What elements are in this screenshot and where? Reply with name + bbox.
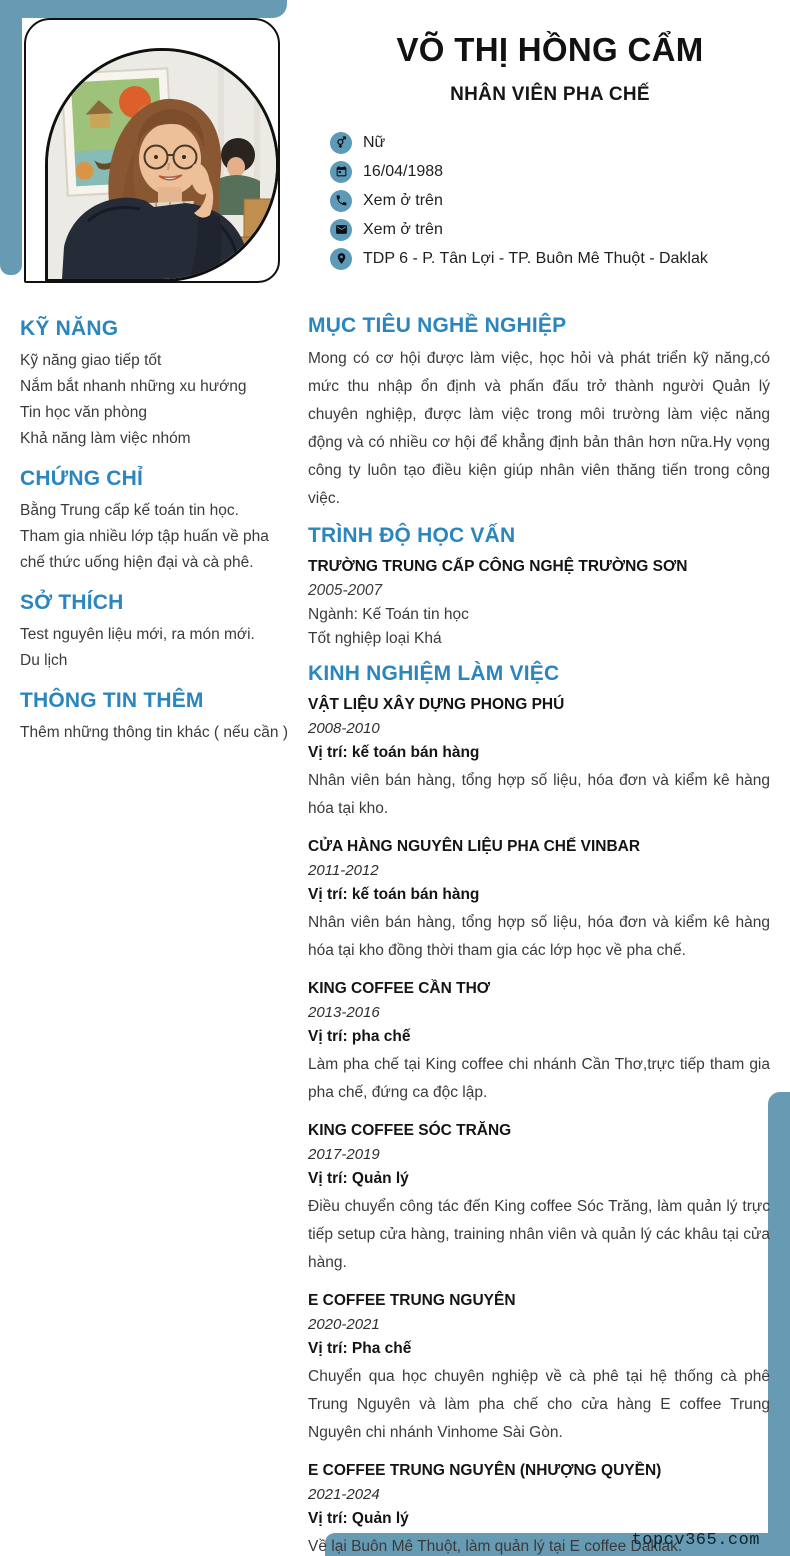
section-additional-info bbox=[20, 688, 296, 746]
header bbox=[330, 28, 770, 273]
sidebar bbox=[20, 316, 296, 760]
job-entry bbox=[308, 1119, 770, 1277]
skill-item: Nắm bắt nhanh những xu hướng bbox=[20, 378, 247, 395]
decor-right-strip bbox=[768, 1092, 790, 1556]
job-position: Vị trí: kế toán bán hàng bbox=[308, 886, 480, 903]
job-position: Vị trí: kế toán bán hàng bbox=[308, 744, 480, 761]
job-period: 2021-2024 bbox=[308, 1486, 380, 1503]
job-description: Làm pha chế tại King coffee chi nhánh Cần Thơ,trực tiếp tham gia pha chế, đứng ca độc lập. bbox=[308, 1056, 770, 1101]
contact-text: TDP 6 - P. Tân Lợi - TP. Buôn Mê Thuột - Daklak bbox=[363, 249, 708, 267]
job-company: KING COFFEE CẦN THƠ bbox=[308, 980, 490, 997]
calendar-icon bbox=[330, 161, 352, 183]
education-major: Ngành: Kế Toán tin học bbox=[308, 606, 469, 623]
section-title: KINH NGHIỆM LÀM VIỆC bbox=[308, 662, 560, 685]
job-description: Nhân viên bán hàng, tổng hợp số liệu, hóa đơn và kiểm kê hàng hóa tại kho đồng thời tham gia các lớp học về pha chế. bbox=[308, 914, 770, 959]
job-position: Vị trí: Quản lý bbox=[308, 1170, 409, 1187]
job-company: E COFFEE TRUNG NGUYÊN bbox=[308, 1292, 516, 1309]
contact-text: 16/04/1988 bbox=[363, 162, 444, 180]
job-company: KING COFFEE SÓC TRĂNG bbox=[308, 1122, 512, 1139]
certificate-item: Bằng Trung cấp kế toán tin học. bbox=[20, 502, 239, 519]
candidate-job-title: NHÂN VIÊN PHA CHẾ bbox=[450, 84, 650, 105]
profile-photo-illustration bbox=[48, 51, 276, 279]
section-title: MỤC TIÊU NGHỀ NGHIỆP bbox=[308, 314, 567, 337]
skill-item: Tin học văn phòng bbox=[20, 404, 147, 421]
section-skills bbox=[20, 316, 296, 452]
contact-row-phone bbox=[330, 186, 770, 215]
section-title: TRÌNH ĐỘ HỌC VẤN bbox=[308, 524, 516, 547]
section-objective bbox=[308, 313, 770, 513]
section-title: KỸ NĂNG bbox=[20, 317, 119, 340]
contact-row-gender bbox=[330, 128, 770, 157]
section-hobbies bbox=[20, 590, 296, 674]
job-company: CỬA HÀNG NGUYÊN LIỆU PHA CHẾ VINBAR bbox=[308, 838, 641, 855]
email-icon bbox=[330, 219, 352, 241]
job-description: Chuyển qua học chuyên nghiệp về cà phê tại hệ thống cà phê Trung Nguyên và làm pha chế cho cửa hàng E coffee Trung Nguyên chi nhánh Vinhome Sài Gòn. bbox=[308, 1368, 770, 1441]
section-title: SỞ THÍCH bbox=[20, 591, 124, 614]
job-period: 2013-2016 bbox=[308, 1004, 380, 1021]
job-company: VẬT LIỆU XÂY DỰNG PHONG PHÚ bbox=[308, 696, 565, 713]
candidate-name: VÕ THỊ HỒNG CẨM bbox=[396, 31, 704, 68]
contact-text: Xem ở trên bbox=[363, 220, 443, 238]
job-position: Vị trí: Pha chế bbox=[308, 1340, 412, 1357]
hobby-item: Du lịch bbox=[20, 652, 68, 669]
additional-info-item: Thêm những thông tin khác ( nếu cần ) bbox=[20, 724, 289, 741]
decor-left-strip bbox=[0, 0, 22, 275]
objective-text: Mong có cơ hội được làm việc, học hỏi và phát triển kỹ năng,có mức thu nhập ổn định và phấn đấu trở thành người Quản lý chuyên nghiệp, được làm việc trong môi trường làm việc năng động và có nhiều cơ hội để khẳng định bản thân hơn nữa.Hy vọng công ty luôn tạo điều kiện giúp nhân viên thăng tiến trong công việc. bbox=[308, 350, 770, 507]
job-entry bbox=[308, 1289, 770, 1447]
watermark-link[interactable]: topcv365.com bbox=[631, 1531, 760, 1550]
job-period: 2008-2010 bbox=[308, 720, 380, 737]
job-period: 2017-2019 bbox=[308, 1146, 380, 1163]
job-entry bbox=[308, 977, 770, 1107]
phone-icon bbox=[330, 190, 352, 212]
contact-row-address bbox=[330, 244, 770, 273]
decor-top-bar bbox=[0, 0, 287, 18]
job-period: 2011-2012 bbox=[308, 862, 379, 879]
education-grade: Tốt nghiệp loại Khá bbox=[308, 630, 442, 647]
section-experience bbox=[308, 661, 770, 1556]
contact-text: Xem ở trên bbox=[363, 191, 443, 209]
contact-row-birthday bbox=[330, 157, 770, 186]
job-entry bbox=[308, 835, 770, 965]
section-title: THÔNG TIN THÊM bbox=[20, 689, 204, 712]
section-education bbox=[308, 523, 770, 651]
education-period: 2005-2007 bbox=[308, 582, 383, 599]
job-period: 2020-2021 bbox=[308, 1316, 380, 1333]
job-description: Điều chuyển công tác đến King coffee Sóc Trăng, làm quản lý trực tiếp setup cửa hàng, training nhân viên và quản lý các khâu tại cửa hàng. bbox=[308, 1198, 770, 1271]
skill-item: Kỹ năng giao tiếp tốt bbox=[20, 352, 162, 369]
certificate-item: Tham gia nhiều lớp tập huấn về pha chế thức uống hiện đại và cà phê. bbox=[20, 528, 269, 571]
location-icon bbox=[330, 248, 352, 270]
job-position: Vị trí: Quản lý bbox=[308, 1510, 409, 1527]
job-entry bbox=[308, 693, 770, 823]
education-school: TRƯỜNG TRUNG CẤP CÔNG NGHỆ TRƯỜNG SƠN bbox=[308, 558, 688, 575]
gender-icon bbox=[330, 132, 352, 154]
job-description: Về lại Buôn Mê Thuột, làm quản lý tại E coffee Daklak. bbox=[308, 1538, 683, 1555]
contact-row-email bbox=[330, 215, 770, 244]
profile-photo bbox=[45, 48, 279, 282]
section-title: CHỨNG CHỈ bbox=[20, 467, 144, 490]
contact-text: Nữ bbox=[363, 133, 386, 151]
hobby-item: Test nguyên liệu mới, ra món mới. bbox=[20, 626, 255, 643]
main-column bbox=[308, 313, 770, 1556]
job-company: E COFFEE TRUNG NGUYÊN (NHƯỢNG QUYỀN) bbox=[308, 1462, 662, 1479]
job-description: Nhân viên bán hàng, tổng hợp số liệu, hóa đơn và kiểm kê hàng hóa tại kho. bbox=[308, 772, 770, 817]
job-position: Vị trí: pha chế bbox=[308, 1028, 411, 1045]
skill-item: Khả năng làm việc nhóm bbox=[20, 430, 191, 447]
section-certificates bbox=[20, 466, 296, 576]
contact-list bbox=[330, 128, 770, 273]
